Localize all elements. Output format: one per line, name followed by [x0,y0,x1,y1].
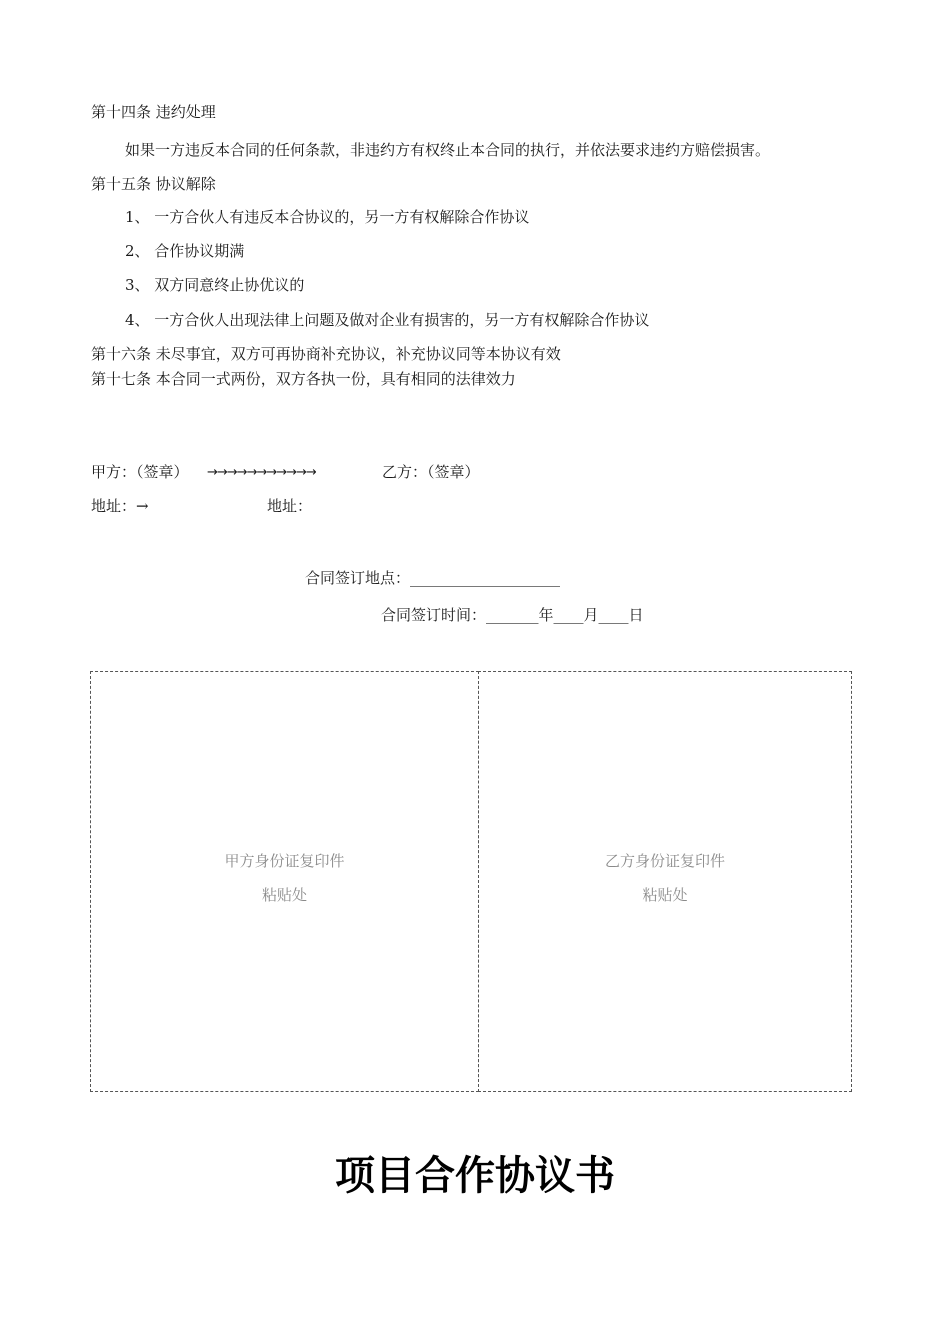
article-14-body: 如果一方违反本合同的任何条款，非违约方有权终止本合同的执行，并依法要求违约方赔偿损害。 [125,141,771,159]
article-15-item: 3、 双方同意终止协优议的 [125,276,305,294]
party-b-paste-label: 粘贴处 [642,886,688,904]
document-title: 项目合作协议书 [335,1153,615,1199]
party-b-id-box [478,671,852,1092]
article-15-item: 1、 一方合伙人有违反本合协议的，另一方有权解除合作协议 [125,208,530,226]
party-a-address: 地址：→ [91,497,149,515]
article-17: 第十七条 本合同一式两份，双方各执一份，具有相同的法律效力 [91,370,516,388]
article-15-item: 4、 一方合伙人出现法律上问题及做对企业有损害的，另一方有权解除合作协议 [125,311,650,329]
party-b-id-label: 乙方身份证复印件 [604,852,725,870]
signing-place: 合同签订地点：____________________ [305,569,561,587]
party-a-id-label: 甲方身份证复印件 [224,852,345,870]
article-15-item: 2、 合作协议期满 [125,242,245,260]
article-15-heading: 第十五条 协议解除 [91,175,216,193]
party-a-paste-label: 粘贴处 [261,886,307,904]
party-b-address: 地址： [267,497,313,515]
article-16: 第十六条 未尽事宜，双方可再协商补充协议，补充协议同等本协议有效 [91,345,561,363]
party-a-id-box [90,671,479,1092]
party-b-signature: 乙方：（签章） [382,463,480,481]
article-14-heading: 第十四条 违约处理 [91,103,216,121]
signing-time: 合同签订时间：_______年____月____日 [381,606,644,624]
party-a-signature: 甲方：（签章） [91,463,189,481]
tab-arrows: →→→→→→→→→→→ [207,465,316,480]
